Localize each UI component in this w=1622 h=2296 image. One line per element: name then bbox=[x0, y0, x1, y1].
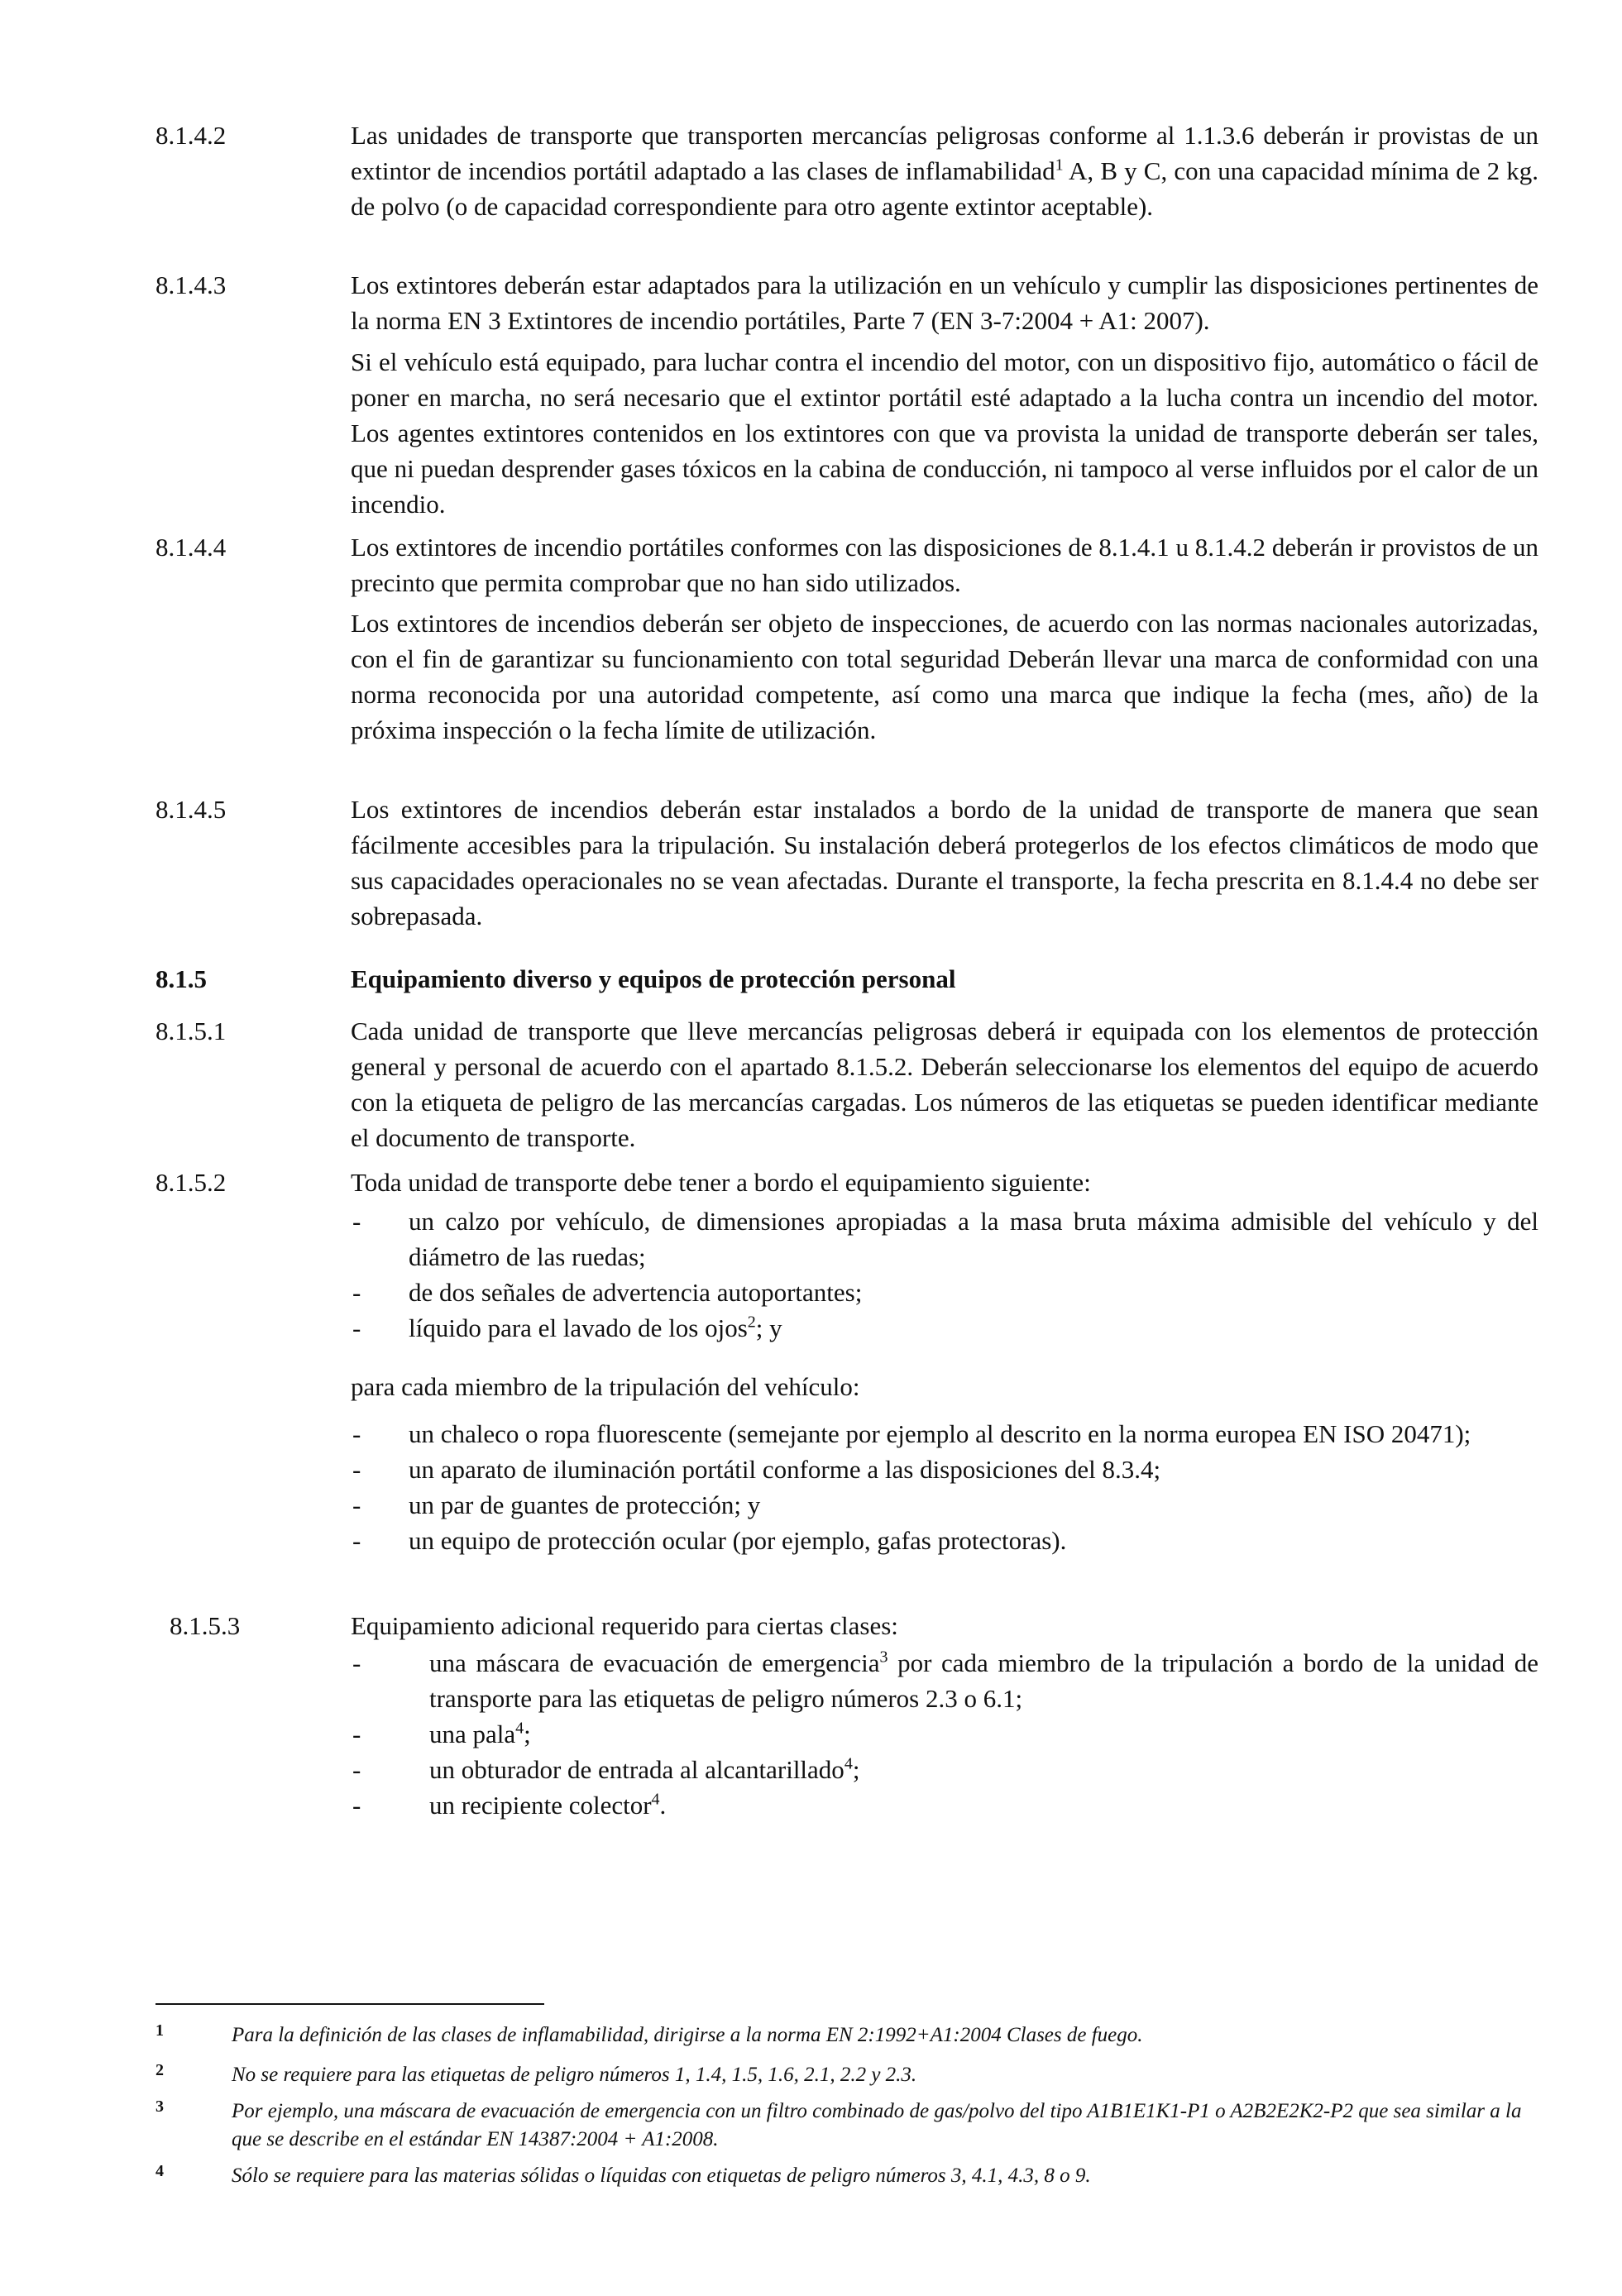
section-number: 8.1.4.3 bbox=[156, 270, 227, 299]
paragraph: Los extintores de incendio portátiles conformes con las disposiciones de 8.1.4.1 u 8.1.4.2 deberán ir provistos de un precinto que permita comprobar que no han sido utilizados. bbox=[351, 533, 1538, 597]
list-item: - un par de guantes de protección; y bbox=[352, 1490, 761, 1519]
section-title: Equipamiento diverso y equipos de protección personal bbox=[351, 964, 956, 993]
section-number: 8.1.4.2 bbox=[156, 121, 227, 150]
footnote-ref: 4 bbox=[651, 1790, 660, 1809]
list-item: - un equipo de protección ocular (por ejemplo, gafas protectoras). bbox=[352, 1526, 1067, 1555]
list-item: - un recipiente colector$^4$. bbox=[352, 1790, 667, 1820]
paragraph: Los extintores deberán estar adaptados para la utilización en un vehículo y cumplir las disposiciones pertinentes de la norma EN 3 Extintores de incendio portátiles, Parte 7 (EN 3-7:2004 + A1: 2007). bbox=[351, 270, 1538, 335]
footnote-mark: 1 bbox=[156, 2021, 164, 2040]
paragraph: Las unidades de transporte que transporten mercancías peligrosas conforme al 1.1.3.6 deberán ir provistas de un extintor de incendios portátil adaptado a las clases de inflamabilidad$^1$ A, B y C, con una capacidad mínima de 2 kg. de polvo (o de capacidad correspondiente para otro agente extintor aceptable). bbox=[351, 121, 1538, 221]
list-item: - una pala$^4$; bbox=[352, 1719, 531, 1748]
footnote-text: Por ejemplo, una máscara de evacuación de emergencia con un filtro combinado de gas/polvo del tipo A1B1E1K1-P1 o A2B2E2K2-P2 que sea similar a la que se describe en el estándar EN 14387:2004 + A1:2008. bbox=[232, 2100, 1522, 2150]
footnote-ref: 4 bbox=[515, 1719, 524, 1738]
footnote-text: Sólo se requiere para las materias sólidas o líquidas con etiquetas de peligro números 3, 4.1, 4.3, 8 o 9. bbox=[232, 2164, 1091, 2187]
paragraph: Toda unidad de transporte debe tener a bordo el equipamiento siguiente: bbox=[351, 1168, 1091, 1197]
section-number: 8.1.5.2 bbox=[156, 1168, 227, 1197]
additional-equipment-list bbox=[351, 1645, 1538, 1823]
section-number: 8.1.4.5 bbox=[156, 795, 227, 824]
footnote-text: No se requiere para las etiquetas de peligro números 1, 1.4, 1.5, 1.6, 2.1, 2.2 y 2.3. bbox=[232, 2064, 917, 2086]
footnote-ref: 1 bbox=[1055, 155, 1064, 175]
footnote-mark: 2 bbox=[156, 2061, 164, 2079]
section-number: 8.1.5.1 bbox=[156, 1016, 227, 1045]
paragraph: Los extintores de incendios deberán estar instalados a bordo de la unidad de transporte de manera que sean fácilmente accesibles para la tripulación. Su instalación deberá protegerlos de los efectos climáticos de modo que sus capacidades operacionales no se vean afectadas. Durante el transporte, la fecha prescrita en 8.1.4.4 no debe ser sobrepasada. bbox=[351, 795, 1538, 930]
list-item: - un chaleco o ropa fluorescente (semejante por ejemplo al descrito en la norma europea EN ISO 20471); bbox=[352, 1419, 1471, 1448]
paragraph: Si el vehículo está equipado, para luchar contra el incendio del motor, con un dispositivo fijo, automático o fácil de poner en marcha, no será necesario que el extintor portátil esté adaptado a la lucha contra un incendio del motor. Los agentes extintores contenidos en los extintores con que va provista la unidad de transporte deberán ser tales, que ni puedan desprender gases tóxicos en la cabina de conducción, ni tampoco al verse influidos por el calor de un incendio. bbox=[351, 347, 1538, 519]
list-item: - de dos señales de advertencia autoportantes; bbox=[352, 1278, 863, 1307]
paragraph: Equipamiento adicional requerido para ciertas clases: bbox=[351, 1611, 898, 1640]
footnote-mark: 4 bbox=[156, 2162, 164, 2180]
footnote-ref: 3 bbox=[879, 1648, 888, 1667]
footnote-ref: 4 bbox=[844, 1754, 853, 1773]
equipment-list bbox=[351, 1203, 1538, 1346]
footnote-divider bbox=[156, 2003, 544, 2005]
paragraph: para cada miembro de la tripulación del vehículo: bbox=[351, 1372, 860, 1401]
footnote-ref: 2 bbox=[747, 1313, 756, 1332]
list-item: - un obturador de entrada al alcantarillado$^4$; bbox=[352, 1754, 860, 1784]
section-number: 8.1.5 bbox=[156, 964, 207, 993]
footnote-mark: 3 bbox=[156, 2097, 164, 2116]
crew-equipment-list bbox=[351, 1416, 1538, 1558]
section-number: 8.1.5.3 bbox=[170, 1611, 241, 1640]
section-number: 8.1.4.4 bbox=[156, 533, 227, 562]
paragraph: Los extintores de incendios deberán ser objeto de inspecciones, de acuerdo con las normas nacionales autorizadas, con el fin de garantizar su funcionamiento con total seguridad Deberán llevar una marca de conformidad con una norma reconocida por una autoridad competente, así como una marca que indique la fecha (mes, año) de la próxima inspección o la fecha límite de utilización. bbox=[351, 609, 1538, 744]
footnote-text: Para la definición de las clases de inflamabilidad, dirigirse a la norma EN 2:1992+A1:2004 Clases de fuego. bbox=[232, 2024, 1143, 2046]
list-item: - un calzo por vehículo, de dimensiones apropiadas a la masa bruta máxima admisible del vehículo y del diámetro de las ruedas; bbox=[352, 1207, 1538, 1271]
list-item: - líquido para el lavado de los ojos$^2$; y bbox=[352, 1313, 782, 1342]
list-item: - una máscara de evacuación de emergencia$^3$ por cada miembro de la tripulación a bordo de la unidad de transporte para las etiquetas de peligro números 2.3 o 6.1; bbox=[352, 1648, 1538, 1713]
list-item: - un aparato de iluminación portátil conforme a las disposiciones del 8.3.4; bbox=[352, 1455, 1161, 1484]
paragraph: Cada unidad de transporte que lleve mercancías peligrosas deberá ir equipada con los elementos de protección general y personal de acuerdo con el apartado 8.1.5.2. Deberán seleccionarse los elementos del equipo de acuerdo con la etiqueta de peligro de las mercancías cargadas. Los números de las etiquetas se pueden identificar mediante el documento de transporte. bbox=[351, 1016, 1538, 1152]
